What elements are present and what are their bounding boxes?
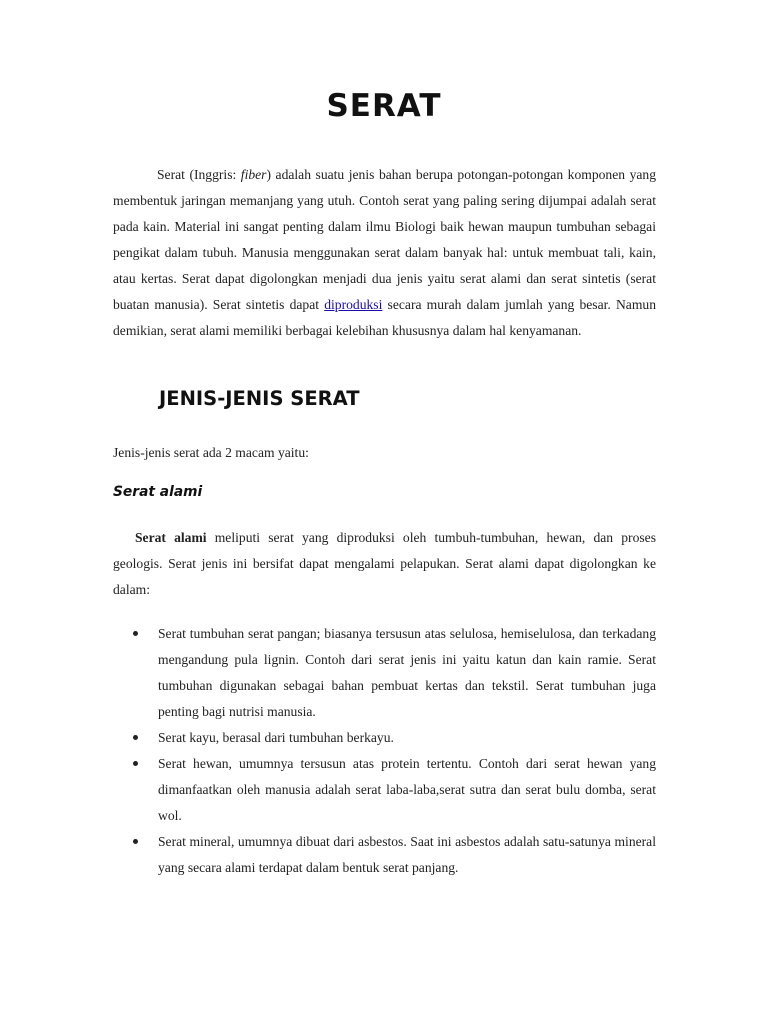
diproduksi-link[interactable]: diproduksi <box>324 297 383 312</box>
list-item-text: Serat kayu, berasal dari tumbuhan berkayu. <box>158 730 394 745</box>
section-heading: JENIS-JENIS SERAT <box>159 387 360 410</box>
natural-fiber-text: meliputi serat yang diproduksi oleh tumbuh-tumbuhan, hewan, dan proses geologis. Serat jenis ini bersifat dapat mengalami pelapukan. Serat alami dapat digolongkan ke dalam: <box>113 530 656 597</box>
intro-text-3: secara murah dalam jumlah yang besar. Namun demikian, serat alami memiliki berbagai kelebihan khususnya dalam hal kenyamanan. <box>113 297 656 338</box>
natural-fiber-paragraph <box>113 525 656 603</box>
list-item <box>113 751 656 829</box>
subsection-heading: Serat alami <box>113 484 203 500</box>
list-item-text: Serat tumbuhan serat pangan; biasanya tersusun atas selulosa, hemiselulosa, dan terkadang mengandung pula lignin. Contoh dari serat jenis ini yaitu katun dan kain ramie. Serat tumbuhan digunakan sebagai bahan pembuat kertas dan tekstil. Serat tumbuhan juga penting bagi nutrisi manusia. <box>158 626 656 719</box>
section-intro: Jenis-jenis serat ada 2 macam yaitu: <box>113 445 309 460</box>
list-item-text: Serat mineral, umumnya dibuat dari asbestos. Saat ini asbestos adalah satu-satunya mineral yang secara alami terdapat dalam bentuk serat panjang. <box>158 834 656 875</box>
bullet-icon <box>133 631 138 636</box>
fiber-type-list <box>113 621 656 881</box>
document-title: SERAT <box>326 88 442 124</box>
bullet-icon <box>133 761 138 766</box>
natural-fiber-bold-term: Serat alami <box>135 530 207 545</box>
bullet-icon <box>133 839 138 844</box>
intro-text-1: Serat (Inggris: <box>157 167 241 182</box>
intro-text-2: ) adalah suatu jenis bahan berupa potongan-potongan komponen yang membentuk jaringan memanjang yang utuh. Contoh serat yang paling sering dijumpai adalah serat pada kain. Material ini sangat penting dalam ilmu Biologi baik hewan maupun tumbuhan sebagai pengikat dalam tubuh. Manusia menggunakan serat dalam banyak hal: untuk membuat tali, kain, atau kertas. Serat dapat digolongkan menjadi dua jenis yaitu serat alami dan serat sintetis (serat buatan manusia). Serat sintetis dapat <box>113 167 656 312</box>
list-item <box>113 621 656 725</box>
list-item <box>113 829 656 881</box>
intro-paragraph <box>113 162 656 344</box>
bullet-icon <box>133 735 138 740</box>
list-item <box>113 725 656 751</box>
list-item-text: Serat hewan, umumnya tersusun atas protein tertentu. Contoh dari serat hewan yang dimanfaatkan oleh manusia adalah serat laba-laba,serat sutra dan serat bulu domba, serat wol. <box>158 756 656 823</box>
intro-italic-term: fiber <box>240 167 267 182</box>
